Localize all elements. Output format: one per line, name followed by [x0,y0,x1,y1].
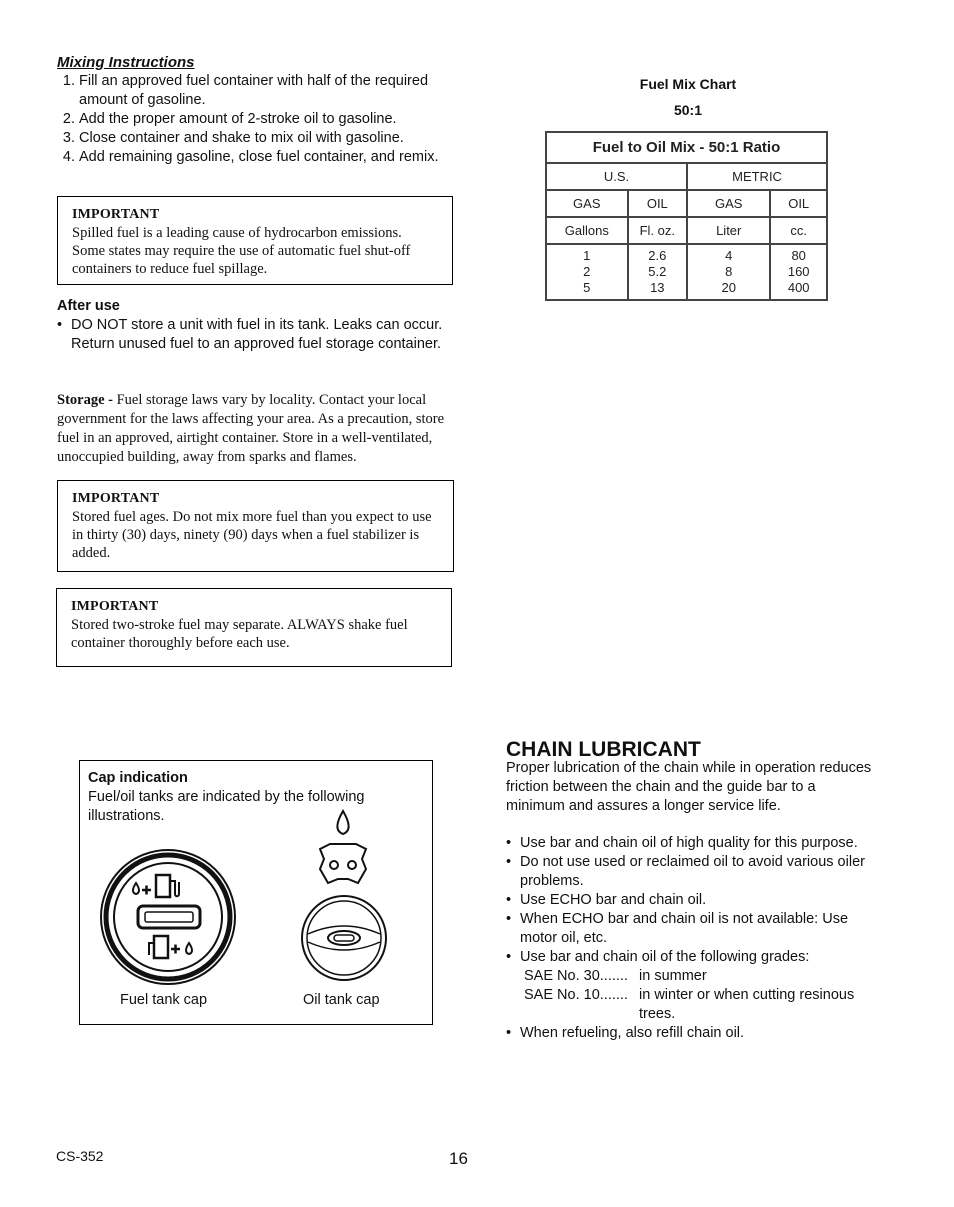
cell-value: 160 [787,264,810,279]
table-cell [628,244,688,300]
table-title: Fuel to Oil Mix - 50:1 Ratio [546,132,827,163]
cell-value: 2 [583,264,591,279]
important-text: Stored two-stroke fuel may separate. ALWAYS shake fuel container thoroughly before each use. [71,617,408,651]
list-item: • DO NOT store a unit with fuel in its tank. Leaks can occur. Return unused fuel to an approved fuel storage container. [57,316,452,354]
sae-usage: in summer [639,968,707,984]
sae-usage: in winter or when cutting resinous trees. [639,987,855,1022]
sae-grade: SAE No. 10....... [524,987,628,1003]
cell-value: 8 [725,264,733,279]
cell-value: 13 [650,280,665,295]
sae-row [524,986,876,1024]
page-number: 16 [449,1149,468,1168]
storage-paragraph [57,391,462,467]
mixing-section [57,53,462,167]
table-header: OIL [628,190,688,217]
cap-title: Cap indication [88,770,188,786]
fuel-cap-label: Fuel tank cap [120,992,208,1008]
table-group-metric: METRIC [687,163,827,190]
sae-grade: SAE No. 30....... [524,968,628,984]
cell-value: 4 [725,248,733,263]
cell-value: 1 [583,248,591,263]
chain-bullets [506,834,876,967]
list-item: • Use bar and chain oil of high quality for this purpose. [506,834,876,853]
list-item: • When refueling, also refill chain oil. [506,1024,876,1043]
list-item: 1. Fill an approved fuel container with half of the required amount of gasoline. [79,72,462,110]
important-box-spill [57,196,453,285]
list-item: • Do not use used or reclaimed oil to avoid various oiler problems. [506,853,876,891]
table-cell [546,244,628,300]
cell-value: 5.2 [648,264,667,279]
table-unit: Fl. oz. [628,217,688,244]
after-use-list [57,316,452,354]
list-item: 2. Add the proper amount of 2-stroke oil to gasoline. [79,110,462,129]
after-use-section [57,297,452,354]
cell-value: 5 [583,280,591,295]
important-box-separate [56,588,452,667]
cap-indication-box [79,760,433,1025]
storage-text: Fuel storage laws vary by locality. Contact your local government for the laws affecting your area. As a precaution, store fuel in an approved, airtight container. Store in a well-ventilated, unoccupied building, away from sparks and flames. [57,392,445,465]
chart-heading: Fuel Mix Chart [639,76,737,92]
fuel-mix-table [545,131,828,301]
cell-value: 400 [787,280,810,295]
table-unit: Liter [687,217,770,244]
table-group-us: U.S. [546,163,687,190]
table-unit: Gallons [546,217,628,244]
cell-value: 20 [721,280,736,295]
chain-lubricant-section [506,740,876,1043]
list-item: • When ECHO bar and chain oil is not available: Use motor oil, etc. [506,910,876,948]
chart-ratio: 50:1 [673,102,703,118]
cell-value: 2.6 [648,248,667,263]
oil-cap-label: Oil tank cap [303,992,380,1008]
important-text: Stored fuel ages. Do not mix more fuel than you expect to use in thirty (30) days, ninety (90) days when a fuel stabilizer is added. [72,509,432,561]
list-item: 3. Close container and shake to mix oil with gasoline. [79,129,462,148]
storage-label: Storage - [57,392,117,408]
list-item: • Use bar and chain oil of the following grades: [506,948,876,967]
list-item: • Use ECHO bar and chain oil. [506,891,876,910]
table-cell [770,244,827,300]
table-header: OIL [770,190,827,217]
important-text: Spilled fuel is a leading cause of hydrocarbon emissions. Some states may require the use of automatic fuel shut-off containers to reduce fuel spillage. [72,225,411,277]
chain-intro: Proper lubrication of the chain while in operation reduces friction between the chain and the guide bar to a minimum and assures a longer service life. [506,760,872,814]
chain-last-list [506,1024,876,1043]
after-use-heading: After use [57,298,120,314]
list-item: 4. Add remaining gasoline, close fuel container, and remix. [79,148,462,167]
fuel-cap-icon [98,847,238,987]
chain-title: CHAIN LUBRICANT [506,738,701,761]
important-title: IMPORTANT [72,207,160,222]
table-header: GAS [546,190,628,217]
cell-value: 80 [791,248,806,263]
table-unit: cc. [770,217,827,244]
oil-symbol-icon [308,807,378,891]
important-box-aging [57,480,454,572]
cap-text: Fuel/oil tanks are indicated by the following illustrations. [88,789,365,824]
table-cell [687,244,770,300]
table-header: GAS [687,190,770,217]
mixing-steps [57,72,462,167]
mixing-heading: Mixing Instructions [57,54,195,71]
model-number: CS-352 [56,1148,104,1164]
oil-cap-icon [300,894,388,982]
important-title: IMPORTANT [72,491,160,506]
important-title: IMPORTANT [71,599,159,614]
fuel-chart-title [588,71,788,123]
sae-grades [506,967,876,1024]
sae-row [524,967,876,986]
